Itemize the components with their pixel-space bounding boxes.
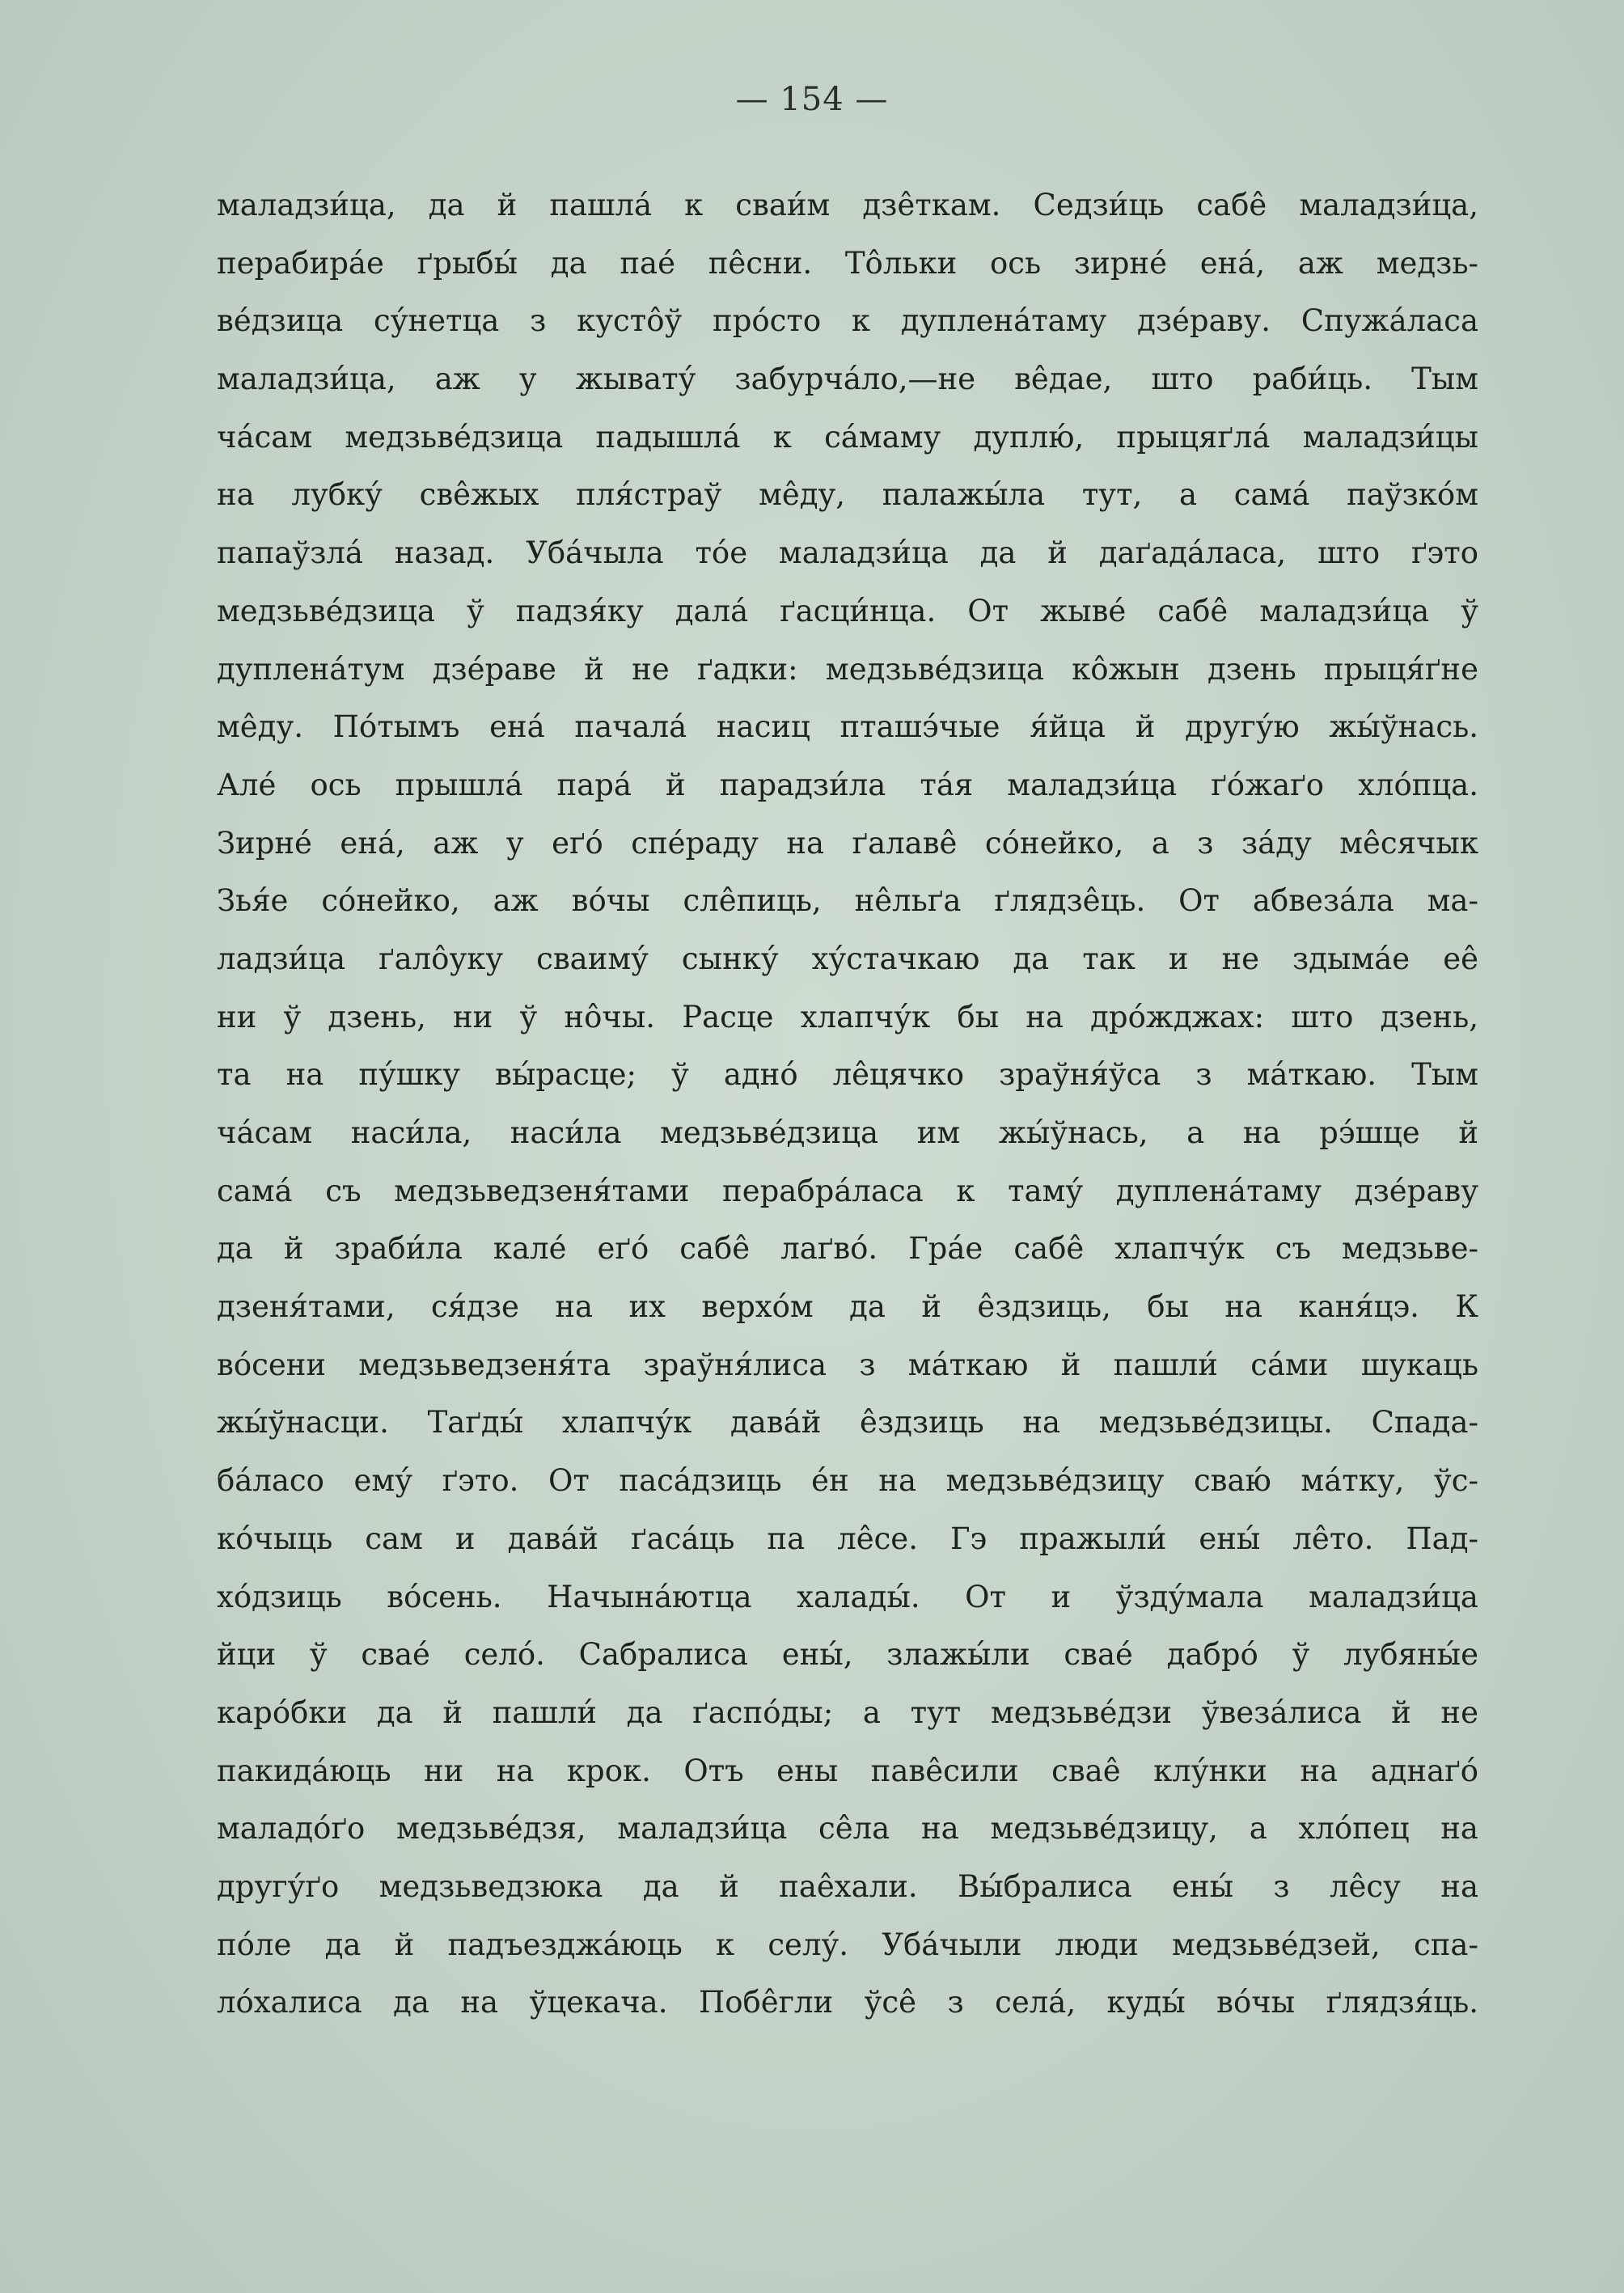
text-line: каро́бки да й пашли́ да ґаспо́ды; а тут медзьве́дзи ўвеза́лиса й не xyxy=(217,1694,1478,1730)
text-line: ло́халиса да на ўцекача. Побе̂гли ўсе̂ з села́, куды́ во́чы ґлядзя́ць. xyxy=(217,1985,1478,2020)
text-line: та на пу́шку вы́расце; ў адно́ ле̂цячко зраўня́ўса з ма́ткаю. Тым xyxy=(217,1057,1478,1093)
text-line: ко́чыць сам и дава́й ґаса́ць па ле̂се. Гэ пражыли́ ены́ ле̂то. Пад- xyxy=(217,1521,1478,1556)
text-line: йци ў свае́ село́. Сабралиса ены́, злажы́ли свае́ дабро́ ў лубяны́е xyxy=(217,1637,1478,1673)
text-line: жы́ўнасци. Таґды́ хлапчу́к дава́й е̂здзиць на медзьве́дзицы. Спада- xyxy=(217,1405,1478,1441)
text-line: медзьве́дзица ў падзя́ку дала́ ґасци́нца. От жыве́ сабе̂ маладзи́ца ў xyxy=(217,593,1478,628)
text-line: по́ле да й падъезджа́юць к селу́. Уба́чыли люди медзьве́дзей, спа- xyxy=(217,1927,1478,1962)
text-line: ба́ласо ему́ ґэто. От паса́дзиць е́н на медзьве́дзицу сваю́ ма́тку, ўс- xyxy=(217,1463,1478,1499)
text-line: Зья́е со́нейко, аж во́чы сле̂пиць, не̂льґа ґлядзе̂ць. От абвеза́ла ма- xyxy=(217,883,1478,919)
text-line: во́сени медзьведзеня́та зраўня́лиса з ма́ткаю й пашли́ са́ми шукаць xyxy=(217,1347,1478,1382)
text-line: папаўзла́ назад. Уба́чыла то́е маладзи́ца да й даґада́ласа, што ґэто xyxy=(217,535,1478,571)
text-line: на лубку́ све̂жых пля́страў ме̂ду, палажы́ла тут, а сама́ паўзко́м xyxy=(217,477,1478,513)
text-line: дзеня́тами, ся́дзе на их верхо́м да й е̂здзиць, бы на каня́цэ. К xyxy=(217,1289,1478,1325)
text-line: да й зраби́ла кале́ еґо́ сабе̂ лаґво́. Гра́е сабе̂ хлапчу́к съ медзьве- xyxy=(217,1231,1478,1267)
text-line: ча́сам наси́ла, наси́ла медзьве́дзица им жы́ўнась, а на рэ́шце й xyxy=(217,1115,1478,1150)
text-line: ме̂ду. По́тымъ ена́ пачала́ насиц пташэ́чые я́йца й другу́ю жы́ўнась. xyxy=(217,709,1478,745)
text-line: ча́сам медзьве́дзица падышла́ к са́маму дуплю́, прыцяґла́ маладзи́цы xyxy=(217,419,1478,455)
text-line: маладзи́ца, аж у жывату́ забурча́ло,—не ве̂дае, што раби́ць. Тым xyxy=(217,362,1478,397)
text-line: перабира́е ґрыбы́ да пае́ пе̂сни. То̂льки ось зирне́ ена́, аж медзь- xyxy=(217,245,1478,281)
text-line: Але́ ось прышла́ пара́ й парадзи́ла та́я маладзи́ца ґо́жаґо хло́пца. xyxy=(217,767,1478,802)
text-line: хо́дзиць во́сень. Начына́ютца халады́. От и ўзду́мала маладзи́ца xyxy=(217,1579,1478,1614)
text-line: маладзи́ца, да й пашла́ к сваи́м дзе̂ткам. Седзи́ць сабе̂ маладзи́ца, xyxy=(217,188,1478,222)
text-line: маладо́ґо медзьве́дзя, маладзи́ца се̂ла на медзьве́дзицу, а хло́пец на xyxy=(217,1811,1478,1847)
text-line: пакида́юць ни на крок. Отъ ены паве̂сили свае̂ клу́нки на аднаґо́ xyxy=(217,1753,1478,1788)
text-line: другу́ґо медзьведзюка да й пае̂хали. Вы́бралиса ены́ з ле̂су на xyxy=(217,1868,1478,1904)
page-number: — 154 — xyxy=(735,81,889,118)
text-line: сама́ съ медзьведзеня́тами перабра́ласа к таму́ дуплена́таму дзе́раву xyxy=(217,1173,1478,1208)
text-line: ве́дзица су́нетца з кусто̂ў про́сто к дуплена́таму дзе́раву. Спужа́ласа xyxy=(217,303,1478,339)
text-line: дуплена́тум дзе́раве й не ґадки: медзьве́дзица ко̂жын дзень прыця́ґне xyxy=(217,651,1478,687)
text-line: ладзи́ца ґало̂уку сваиму́ сынку́ ху́стачкаю да так и не здыма́е ее̂ xyxy=(217,941,1478,976)
text-line: ни ў дзень, ни ў но̂чы. Расце хлапчу́к бы на дро́жджах: што дзень, xyxy=(217,999,1478,1034)
body-text xyxy=(217,176,1478,2032)
text-line: Зирне́ ена́, аж у еґо́ спе́раду на ґалаве̂ со́нейко, а з за́ду ме̂сячык xyxy=(217,825,1478,861)
